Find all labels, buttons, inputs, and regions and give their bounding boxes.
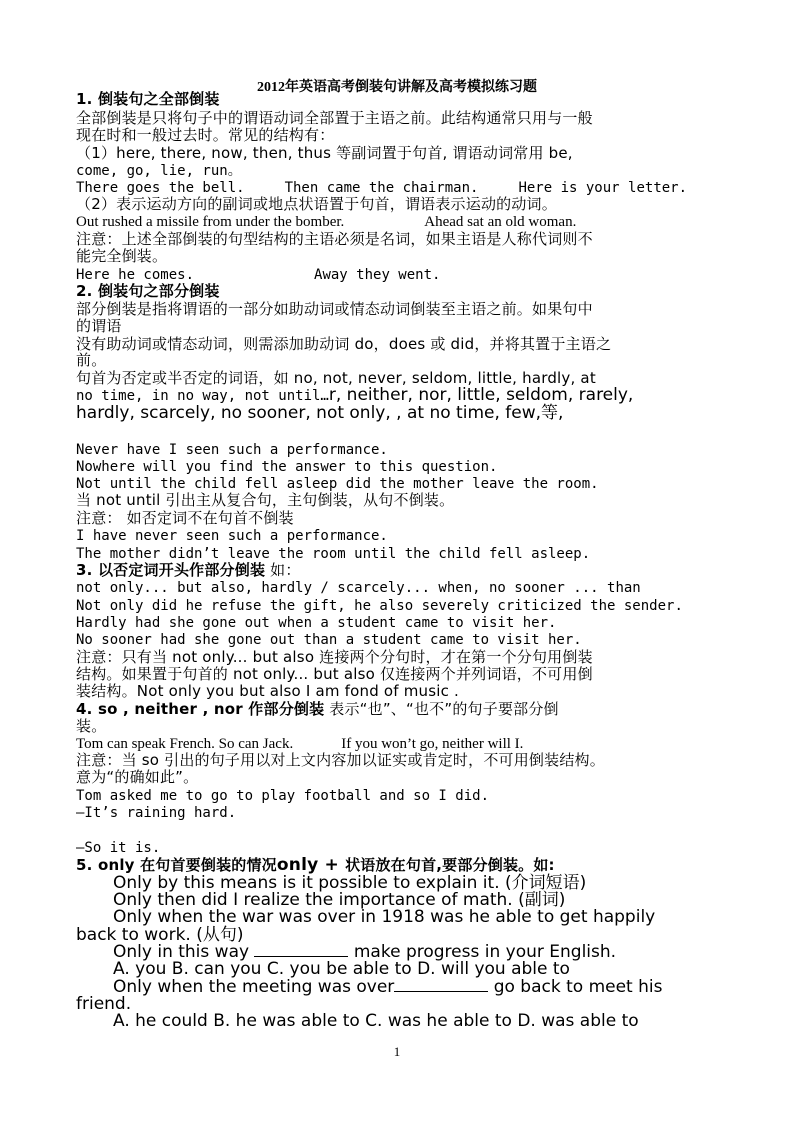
note-line: 结构。如果置于句首的 not only... but also 仅连接两个并列词语，不可用倒 bbox=[76, 665, 593, 683]
example-sentence: back to work. (从句) bbox=[76, 925, 244, 945]
example-sentence: Never have I seen such a performance. bbox=[76, 442, 388, 458]
section-4-heading: 4. so , neither , nor 作部分倒装 bbox=[76, 700, 325, 718]
example-sentence: No sooner had she gone out than a student came to visit her. bbox=[76, 632, 582, 648]
question-text: go back to meet his bbox=[488, 977, 663, 997]
example-line bbox=[76, 181, 687, 195]
note-line: 注意： 如否定词不在句首不倒装 bbox=[76, 509, 294, 527]
note-line: 意为“的确如此”。 bbox=[76, 768, 199, 786]
example-sentence: If you won’t go, neither will I. bbox=[341, 736, 524, 752]
section-5-heading: 5. only 在句首要倒装的情况 bbox=[76, 856, 277, 874]
answer-options: A. you B. can you C. you be able to D. will you able to bbox=[113, 959, 570, 979]
answer-blank bbox=[394, 979, 488, 992]
answer-options: A. he could B. he was able to C. was he able to D. was able to bbox=[113, 1011, 639, 1031]
example-sentence: Not only did he refuse the gift, he also severely criticized the sender. bbox=[76, 598, 683, 614]
paragraph-line: （1）here, there, now, then, thus 等副词置于句首, 谓语动词常用 be, bbox=[76, 144, 573, 162]
paragraph-line: 部分倒装是指将谓语的一部分如助动词或情态动词倒装至主语之前。如果句中 bbox=[76, 300, 593, 318]
note-line: 注意：当 so 引出的句子用以对上文内容加以证实或肯定时，不可用倒装结构。 bbox=[76, 751, 605, 769]
heading-emphasis: only + bbox=[276, 855, 346, 875]
paragraph-line: come, go, lie, run。 bbox=[76, 163, 242, 179]
note-line: 注意：只有当 not only... but also 连接两个分句时，才在第一个分句用倒装 bbox=[76, 648, 593, 666]
example-sentence: Only by this means is it possible to explain it. (介词短语) bbox=[113, 873, 587, 893]
answer-blank bbox=[254, 944, 348, 957]
paragraph-line: 现在时和一般过去时。常见的结构有： bbox=[76, 126, 335, 144]
heading-tail: 表示“也”、“也不”的句子要部分倒 bbox=[324, 700, 559, 718]
example-sentence: Not until the child fell asleep did the mother leave the room. bbox=[76, 476, 599, 492]
question-text: Only in this way bbox=[113, 942, 255, 962]
page-number: 1 bbox=[393, 1044, 401, 1059]
paragraph-text: r, neither, nor, little, seldom, rarely, bbox=[328, 385, 634, 405]
paragraph-line: 全部倒装是只将句子中的谓语动词全部置于主语之前。此结构通常只用与一般 bbox=[76, 109, 593, 127]
question-text: Only when the meeting was over bbox=[113, 977, 395, 997]
example-line bbox=[76, 215, 576, 230]
example-sentence: Here he comes. bbox=[76, 267, 195, 283]
example-sentence: Away they went. bbox=[314, 267, 441, 283]
example-sentence: Hardly had she gone out when a student came to visit her. bbox=[76, 615, 557, 631]
example-sentence: There goes the bell. bbox=[76, 180, 245, 196]
paragraph-line bbox=[76, 387, 633, 404]
paragraph-line: 没有助动词或情态动词，则需添加助动词 do，does 或 did，并将其置于主语之 bbox=[76, 335, 612, 353]
example-sentence: The mother didn’t leave the room until the child fell asleep. bbox=[76, 546, 591, 562]
example-sentence: Only when the war was over in 1918 was he able to get happily bbox=[113, 907, 656, 927]
section-3-heading: 3. 以否定词开头作部分倒装 bbox=[76, 561, 266, 579]
example-sentence: Then came the chairman. bbox=[284, 180, 479, 196]
example-sentence: Ahead sat an old woman. bbox=[424, 214, 577, 230]
example-sentence: Out rushed a missile from under the bomber. bbox=[76, 214, 345, 230]
example-line bbox=[76, 268, 440, 282]
example-sentence: Tom asked me to go to play football and so I did. bbox=[76, 788, 490, 804]
section-1-heading: 1. 倒装句之全部倒装 bbox=[76, 90, 220, 108]
paragraph-line: 句首为否定或半否定的词语，如 no, not, never, seldom, little, hardly, at bbox=[76, 369, 596, 387]
section-4-heading-line bbox=[76, 702, 559, 717]
paragraph-line: hardly, scarcely, no sooner, not only, , at no time, few,等, bbox=[76, 403, 564, 423]
example-sentence: Tom can speak French. So can Jack. bbox=[76, 736, 294, 752]
heading-tail: 如： bbox=[265, 561, 301, 579]
paragraph-text: no time, in no way, not until… bbox=[76, 388, 329, 404]
example-line bbox=[76, 737, 523, 752]
section-2-heading: 2. 倒装句之部分倒装 bbox=[76, 282, 220, 300]
question-text: friend. bbox=[76, 994, 132, 1014]
note-line: 装结构。Not only you but also I am fond of music . bbox=[76, 682, 459, 700]
example-sentence: Only then did I realize the importance of math. (副词) bbox=[113, 890, 566, 910]
exercise-question bbox=[113, 979, 662, 996]
heading-tail: 状语放在句首,要部分倒装。如: bbox=[345, 856, 555, 874]
paragraph-line: 前。 bbox=[76, 351, 107, 369]
section-3-heading-line bbox=[76, 563, 301, 578]
note-line: 能完全倒装。 bbox=[76, 247, 168, 265]
document-title: 2012年英语高考倒装句讲解及高考模拟练习题 bbox=[257, 80, 537, 95]
example-sentence: Here is your letter. bbox=[518, 180, 688, 196]
example-sentence: —So it is. bbox=[76, 840, 161, 856]
note-line: 注意：上述全部倒装的句型结构的主语必须是名词，如果主语是人称代词则不 bbox=[76, 230, 593, 248]
section-5-heading-line bbox=[76, 857, 555, 874]
example-sentence: Nowhere will you find the answer to this question. bbox=[76, 459, 498, 475]
paragraph-line: not only... but also, hardly / scarcely... when, no sooner ... than bbox=[76, 580, 641, 596]
paragraph-line: 的谓语 bbox=[76, 317, 122, 335]
paragraph-line: 装。 bbox=[76, 717, 107, 735]
paragraph-line: （2）表示运动方向的副词或地点状语置于句首，谓语表示运动的动词。 bbox=[76, 195, 557, 213]
example-sentence: —It’s raining hard. bbox=[76, 805, 237, 821]
example-sentence: I have never seen such a performance. bbox=[76, 528, 388, 544]
paragraph-line: 当 not until 引出主从复合句，主句倒装，从句不倒装。 bbox=[76, 491, 455, 509]
question-text: make progress in your English. bbox=[348, 942, 617, 962]
